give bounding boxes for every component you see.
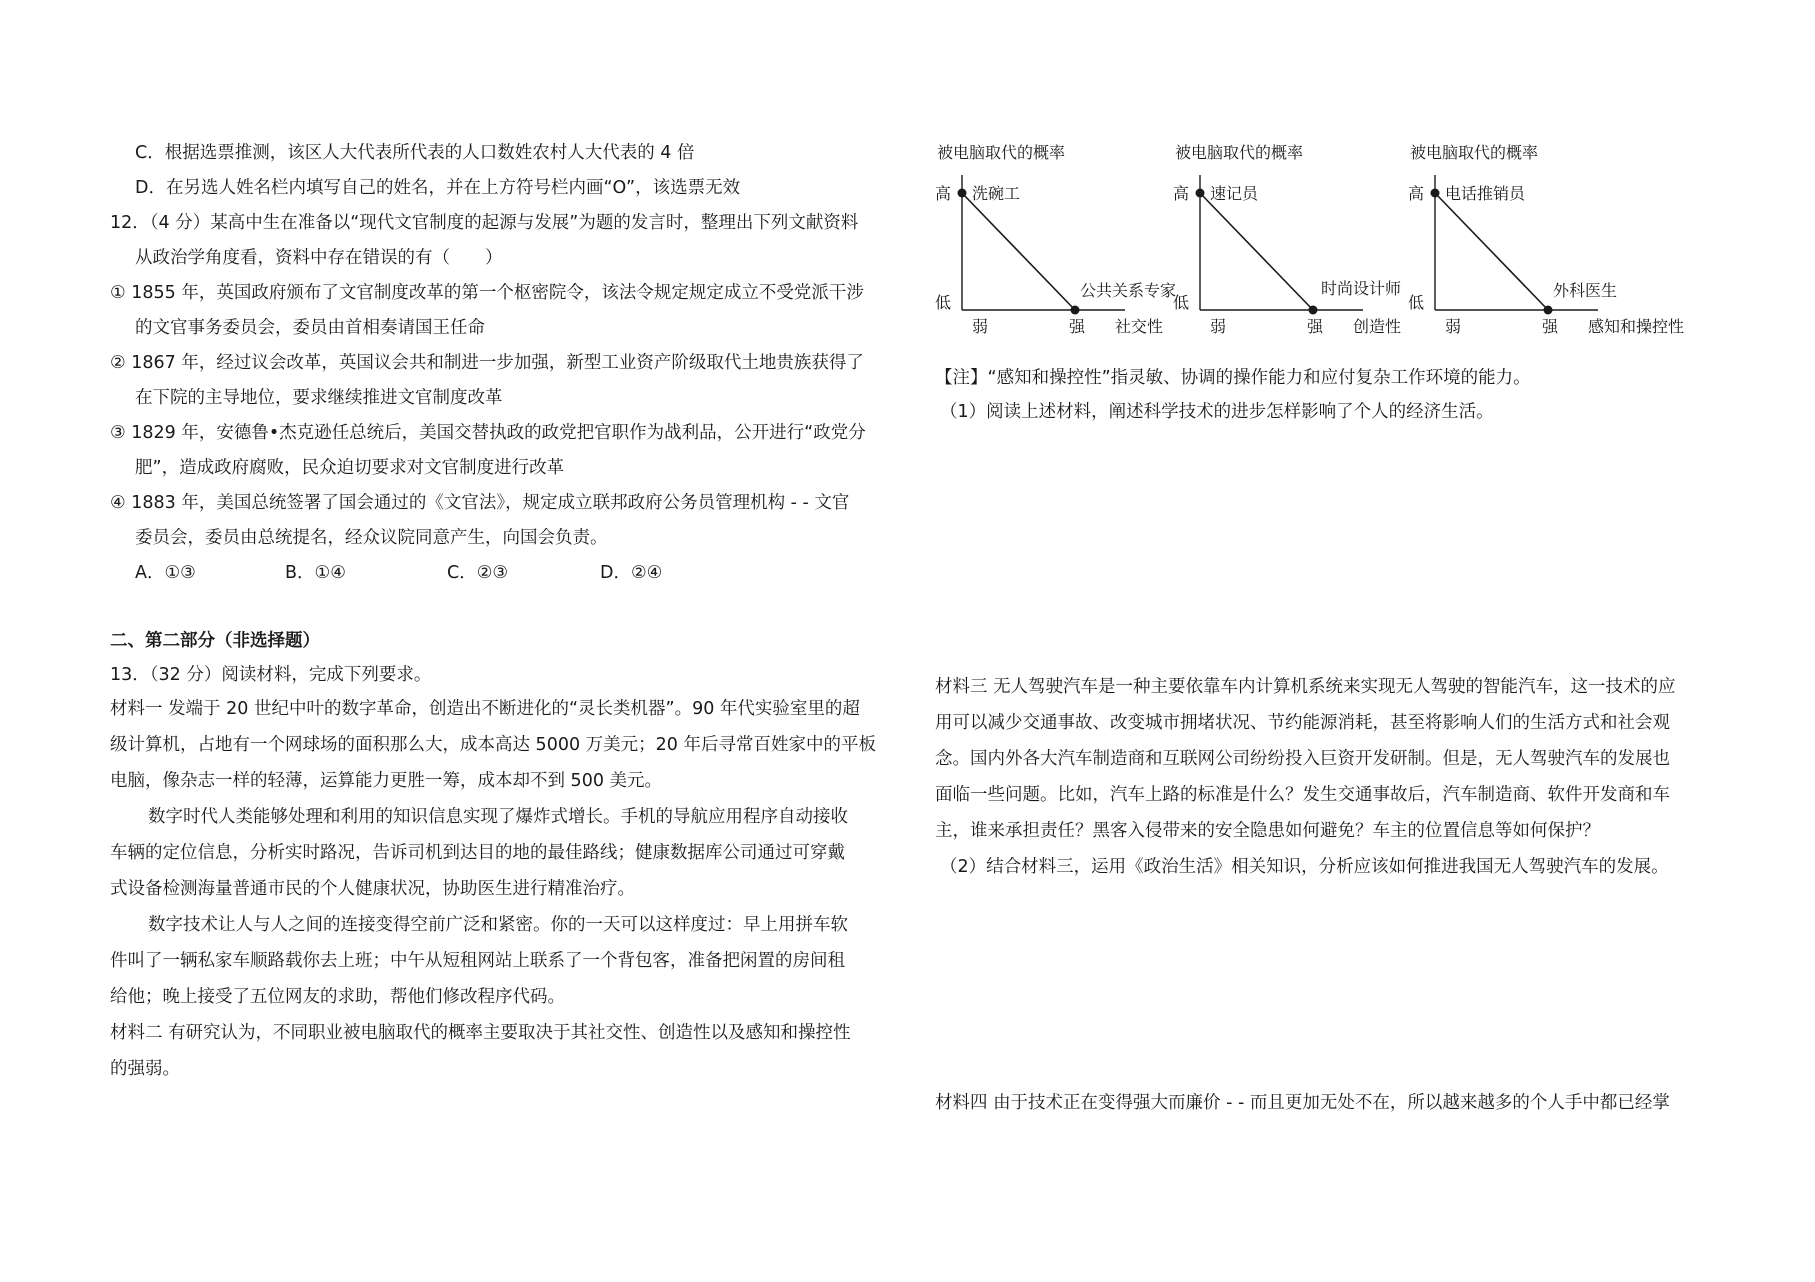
chart-point-label-low: 外科医生 (1553, 281, 1618, 300)
q12-option-c: C．②③ (447, 563, 509, 583)
material1-p3-line2: 件叫了一辆私家车顺路载你去上班；中午从短租网站上联系了一个背包客，准备把闲置的房间租 (110, 951, 845, 971)
chart-xlabel: 感知和操控性 (1588, 317, 1685, 336)
chart-point-high (958, 189, 967, 198)
q12-item2-line2: 在下院的主导地位，要求继续推进文官制度改革 (135, 388, 503, 408)
material2-line1: 材料二 有研究认为，不同职业被电脑取代的概率主要取决于其社交性、创造性以及感知和操控性 (110, 1023, 851, 1043)
chart-series-line (962, 193, 1075, 310)
q12-item1-line1: ① 1855 年，英国政府颁布了文官制度改革的第一个枢密院令，该法令规定规定成立不受党派干涉 (110, 283, 864, 303)
q12-option-b: B．①④ (285, 563, 346, 583)
chart-ylabel: 被电脑取代的概率 (937, 143, 1066, 162)
q12-stem-line2: 从政治学角度看，资料中存在错误的有（ ） (135, 248, 503, 268)
chart-point-label-high: 洗碗工 (972, 184, 1021, 203)
chart-creative-svg (1173, 140, 1413, 340)
material3-line4: 面临一些问题。比如，汽车上路的标准是什么？发生交通事故后，汽车制造商、软件开发商和车 (935, 785, 1670, 805)
q12-stem-line1: 12．（4 分）某高中生在准备以“现代文官制度的起源与发展”为题的发言时，整理出下列文献资料 (110, 213, 859, 233)
material1-line1: 材料一 发端于 20 世纪中叶的数字革命，创造出不断进化的“灵长类机器”。90 年代实验室里的超 (110, 699, 860, 719)
question-2: （2）结合材料三，运用《政治生活》相关知识，分析应该如何推进我国无人驾驶汽车的发展。 (940, 857, 1669, 877)
q12-item4-line1: ④ 1883 年，美国总统签署了国会通过的《文官法》，规定成立联邦政府公务员管理机构 - - 文官 (110, 493, 850, 513)
chart-series-line (1435, 193, 1548, 310)
chart-point-high (1431, 189, 1440, 198)
material3-line2: 用可以减少交通事故、改变城市拥堵状况、节约能源消耗，甚至将影响人们的生活方式和社会观 (935, 713, 1670, 733)
chart-ytick-low: 低 (1408, 293, 1425, 312)
material4-line1: 材料四 由于技术正在变得强大而廉价 - - 而且更加无处不在，所以越来越多的个人手中都已经掌 (935, 1093, 1670, 1113)
chart-xlabel: 社交性 (1115, 317, 1164, 336)
chart-social-svg (935, 140, 1175, 340)
q12-item3-line2: 肥”，造成政府腐败，民众迫切要求对文官制度进行改革 (135, 458, 565, 478)
chart-point-low (1309, 306, 1318, 315)
chart-social (935, 140, 1175, 345)
chart-creative (1173, 140, 1413, 345)
chart-ytick-low: 低 (1173, 293, 1190, 312)
q12-item3-line1: ③ 1829 年，安德鲁•杰克逊任总统后，美国交替执政的政党把官职作为战利品，公开进行“政党分 (110, 423, 866, 443)
chart-series-line (1200, 193, 1313, 310)
material2-line2: 的强弱。 (110, 1059, 180, 1079)
chart-ytick-low: 低 (935, 293, 952, 312)
material1-p2-line3: 式设备检测海量普通市民的个人健康状况，协助医生进行精准治疗。 (110, 879, 635, 899)
chart-perception (1408, 140, 1685, 345)
chart-xtick-weak: 弱 (1210, 317, 1227, 336)
chart-point-low (1071, 306, 1080, 315)
chart-ylabel: 被电脑取代的概率 (1410, 143, 1539, 162)
chart-xtick-strong: 强 (1542, 317, 1559, 336)
question-1: （1）阅读上述材料，阐述科学技术的进步怎样影响了个人的经济生活。 (940, 402, 1494, 422)
chart-xlabel: 创造性 (1353, 317, 1402, 336)
chart-ytick-high: 高 (1408, 184, 1425, 203)
material1-p2-line2: 车辆的定位信息，分析实时路况，告诉司机到达目的地的最佳路线；健康数据库公司通过可穿戴 (110, 843, 845, 863)
chart-point-label-high: 速记员 (1210, 184, 1259, 203)
q12-item1-line2: 的文官事务委员会，委员由首相奏请国王任命 (135, 318, 485, 338)
material3-line3: 念。国内外各大汽车制造商和互联网公司纷纷投入巨资开发研制。但是，无人驾驶汽车的发展也 (935, 749, 1670, 769)
chart-point-label-high: 电话推销员 (1445, 184, 1526, 203)
chart-point-label-low: 公共关系专家 (1080, 281, 1177, 300)
chart-perception-svg (1408, 140, 1685, 340)
chart-point-high (1196, 189, 1205, 198)
material1-p2-line1: 数字时代人类能够处理和利用的知识信息实现了爆炸式增长。手机的导航应用程序自动接收 (148, 807, 848, 827)
chart-ytick-high: 高 (935, 184, 952, 203)
chart-point-label-low: 时尚设计师 (1321, 279, 1402, 298)
material1-line3: 电脑，像杂志一样的轻薄，运算能力更胜一筹，成本却不到 500 美元。 (110, 771, 663, 791)
chart-point-low (1544, 306, 1553, 315)
q11-option-c: C．根据选票推测，该区人大代表所代表的人口数姓农村人大代表的 4 倍 (135, 143, 695, 163)
q12-item2-line1: ② 1867 年，经过议会改革，英国议会共和制进一步加强，新型工业资产阶级取代土地贵族获得了 (110, 353, 864, 373)
material1-p3-line1: 数字技术让人与人之间的连接变得空前广泛和紧密。你的一天可以这样度过：早上用拼车软 (148, 915, 848, 935)
q12-item4-line2: 委员会，委员由总统提名，经众议院同意产生，向国会负责。 (135, 528, 608, 548)
q13-stem: 13．（32 分）阅读材料，完成下列要求。 (110, 665, 432, 685)
section2-heading: 二、第二部分（非选择题） (110, 631, 320, 651)
material3-line1: 材料三 无人驾驶汽车是一种主要依靠车内计算机系统来实现无人驾驶的智能汽车，这一技术的应 (935, 677, 1676, 697)
q12-option-d: D．②④ (600, 563, 663, 583)
chart-xtick-weak: 弱 (972, 317, 989, 336)
material1-p3-line3: 给他；晚上接受了五位网友的求助，帮他们修改程序代码。 (110, 987, 565, 1007)
q11-option-d: D．在另选人姓名栏内填写自己的姓名，并在上方符号栏内画“O”，该选票无效 (135, 178, 741, 198)
chart-ylabel: 被电脑取代的概率 (1175, 143, 1304, 162)
chart-ytick-high: 高 (1173, 184, 1190, 203)
chart-xtick-weak: 弱 (1445, 317, 1462, 336)
chart-xtick-strong: 强 (1307, 317, 1324, 336)
material3-line5: 主，谁来承担责任？黑客入侵带来的安全隐患如何避免？车主的位置信息等如何保护？ (935, 821, 1600, 841)
material1-line2: 级计算机，占地有一个网球场的面积那么大，成本高达 5000 万美元；20 年后寻常百姓家中的平板 (110, 735, 876, 755)
chart-note: 【注】“感知和操控性”指灵敏、协调的操作能力和应付复杂工作环境的能力。 (935, 368, 1531, 388)
chart-xtick-strong: 强 (1069, 317, 1086, 336)
q12-option-a: A．①③ (135, 563, 196, 583)
